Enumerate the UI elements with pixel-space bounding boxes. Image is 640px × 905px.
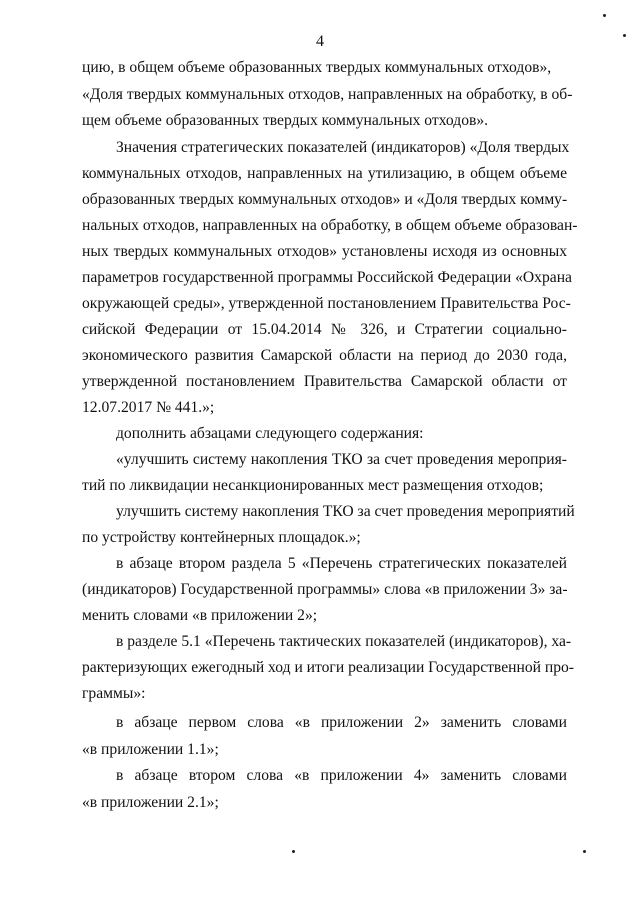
text-line: окружающей среды», утвержденной постановлением Правительства Рос-: [82, 295, 571, 312]
text-line: в разделе 5.1 «Перечень тактических показателей (индикаторов), ха-: [116, 633, 572, 650]
text-line: коммунальных отходов, направленных на утилизацию, в общем объеме: [82, 165, 567, 182]
page-number: 4: [316, 33, 324, 50]
text-line: в абзаце втором слова «в приложении 4» заменить словами: [116, 767, 567, 784]
text-line: менить словами «в приложении 2»;: [82, 607, 318, 624]
text-line: «улучшить систему накопления ТКО за счет проведения мероприя-: [116, 451, 567, 468]
text-line: 12.07.2017 № 441.»;: [82, 399, 215, 416]
text-line: ных твердых коммунальных отходов» установлены исходя из основных: [82, 243, 567, 260]
text-line: граммы»:: [82, 685, 146, 702]
text-line: улучшить систему накопления ТКО за счет проведения мероприятий: [116, 503, 575, 520]
text-line: образованных твердых коммунальных отходов» и «Доля твердых комму-: [82, 191, 568, 208]
text-line: Значения стратегических показателей (индикаторов) «Доля твердых: [116, 139, 570, 156]
text-line: экономического развития Самарской области на период до 2030 года,: [82, 347, 567, 364]
text-line: в абзаце втором раздела 5 «Перечень стратегических показателей: [116, 555, 567, 572]
text-line: параметров государственной программы Российской Федерации «Охрана: [82, 269, 572, 286]
text-line: рактеризующих ежегодный ход и итоги реализации Государственной про-: [82, 659, 574, 676]
text-line: (индикаторов) Государственной программы» слова «в приложении 3» за-: [82, 581, 568, 598]
text-line: «Доля твердых коммунальных отходов, направленных на обработку, в об-: [82, 86, 573, 103]
text-line: по устройству контейнерных площадок.»;: [82, 529, 361, 546]
text-line: тий по ликвидации несанкционированных мест размещения отходов;: [82, 477, 544, 494]
text-line: нальных отходов, направленных на обработку, в общем объеме образован-: [82, 217, 578, 234]
scan-speck: [292, 850, 295, 853]
text-line: дополнить абзацами следующего содержания:: [116, 425, 424, 442]
text-line: «в приложении 2.1»;: [82, 794, 219, 811]
text-line: сийской Федерации от 15.04.2014 № 326, и Стратегии социально-: [82, 321, 567, 338]
text-line: в абзаце первом слова «в приложении 2» заменить словами: [116, 714, 567, 731]
text-line: «в приложении 1.1»;: [82, 741, 219, 758]
scan-speck: [603, 14, 606, 17]
text-line: щем объеме образованных твердых коммунальных отходов».: [82, 112, 489, 129]
text-line: утвержденной постановлением Правительства Самарской области от: [82, 373, 567, 390]
scan-speck: [623, 34, 626, 37]
scan-speck: [583, 850, 586, 853]
text-line: цию, в общем объеме образованных твердых коммунальных отходов»,: [82, 59, 552, 76]
